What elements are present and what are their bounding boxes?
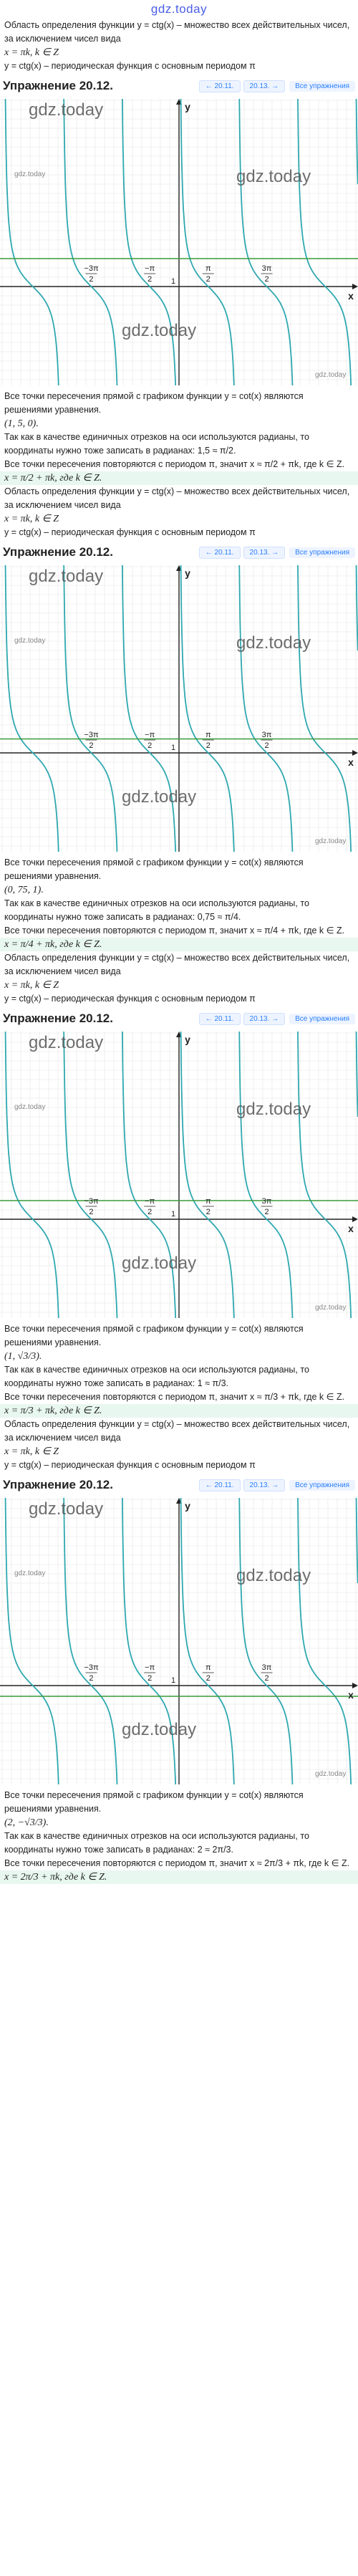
section-header — [0, 1009, 358, 1029]
tick-label-denominator: 2 — [205, 275, 211, 284]
all-exercises-button[interactable]: Все упражнения — [289, 547, 355, 558]
tick-label-denominator: 2 — [205, 1208, 211, 1216]
y-axis-label: y — [185, 1034, 190, 1045]
exercise-section — [0, 951, 358, 1418]
next-exercise-button[interactable]: 20.13. → — [243, 1013, 286, 1025]
watermark: gdz.today — [29, 1499, 104, 1519]
tick-label-denominator: 2 — [147, 1674, 153, 1683]
watermark-small: gdz.today — [14, 1570, 46, 1577]
intersection-intro: Все точки пересечения прямой с графиком функции y = cot(x) являются решениями уравнения. — [4, 391, 304, 415]
prev-exercise-button[interactable]: ← 20.11. — [199, 1479, 241, 1491]
cot-branch — [355, 565, 358, 650]
graph-svg — [0, 99, 358, 385]
x-axis-label: x — [348, 290, 354, 302]
answer-formula: x = π/4 + πk, где k ∈ Z. — [0, 938, 358, 951]
cot-branch — [355, 1032, 358, 1117]
tick-label-numerator: −3π — [84, 731, 99, 739]
domain-formula: x = πk, k ∈ Z — [4, 47, 59, 58]
units-text: Так как в качестве единичных отрезков на оси используются радианы, то координаты нужно тоже записать в радианах: 1,5 ≈ π/2. — [4, 432, 309, 456]
cot-branch — [355, 99, 358, 184]
tick-label-denominator: 2 — [205, 741, 211, 750]
tick-label-numerator: −π — [145, 1197, 155, 1206]
watermark: gdz.today — [122, 1254, 197, 1273]
tick-one-label: 1 — [170, 1676, 176, 1685]
section-title: Упражнение 20.12. — [3, 545, 113, 559]
tick-label-numerator: −π — [145, 1663, 155, 1672]
tick-label-denominator: 2 — [147, 1208, 153, 1216]
x-axis-arrow — [352, 750, 358, 756]
section-header — [0, 542, 358, 562]
tick-label-numerator: π — [205, 731, 211, 739]
cotangent-graph — [0, 99, 358, 385]
watermark: gdz.today — [122, 1720, 197, 1739]
watermark-small: gdz.today — [315, 1304, 347, 1312]
site-header — [0, 0, 358, 19]
domain-text: Область определения функции y = ctg(x) – множество всех действительных чисел, за исключением чисел вида — [4, 20, 350, 44]
period-text: Все точки пересечения повторяются с периодом π, значит x ≈ 2π/3 + πk, где k ∈ Z. — [4, 1858, 350, 1868]
periodic-text: y = ctg(x) – периодическая функция с основным периодом π — [4, 527, 256, 537]
watermark: gdz.today — [29, 567, 104, 586]
tick-label-denominator: 2 — [264, 741, 269, 750]
prev-exercise-button[interactable]: ← 20.11. — [199, 1013, 241, 1025]
tick-one-label: 1 — [170, 277, 176, 286]
units-text: Так как в качестве единичных отрезков на оси используются радианы, то координаты нужно тоже записать в радианах: 2 ≈ 2π/3. — [4, 1831, 309, 1855]
watermark: gdz.today — [236, 1100, 311, 1119]
intersection-point: (0, 75, 1). — [4, 885, 44, 895]
period-text: Все точки пересечения повторяются с периодом π, значит x ≈ π/4 + πk, где k ∈ Z. — [4, 926, 345, 936]
tick-label-numerator: 3π — [261, 1197, 272, 1206]
domain-text: Область определения функции y = ctg(x) – множество всех действительных чисел, за исключением чисел вида — [4, 486, 350, 510]
next-exercise-button[interactable]: 20.13. → — [243, 80, 286, 92]
tick-label-denominator: 2 — [147, 741, 153, 750]
tick-label-denominator: 2 — [264, 275, 269, 284]
x-axis-arrow — [352, 1683, 358, 1688]
intersection-point: (2, −√3/3). — [4, 1817, 49, 1828]
answer-formula: x = 2π/3 + πk, где k ∈ Z. — [0, 1870, 358, 1884]
prev-exercise-button[interactable]: ← 20.11. — [199, 80, 241, 92]
watermark-small: gdz.today — [315, 1770, 347, 1778]
section-title: Упражнение 20.12. — [3, 1478, 113, 1491]
x-axis-arrow — [352, 1216, 358, 1222]
all-exercises-button[interactable]: Все упражнения — [289, 1480, 355, 1491]
units-text: Так как в качестве единичных отрезков на оси используются радианы, то координаты нужно тоже записать в радианах: 1 ≈ π/3. — [4, 1365, 309, 1388]
tick-label-numerator: −3π — [84, 264, 99, 273]
watermark: gdz.today — [236, 633, 311, 653]
watermark: gdz.today — [122, 787, 197, 807]
tick-label-denominator: 2 — [264, 1674, 269, 1683]
intersection-intro: Все точки пересечения прямой с графиком функции y = cot(x) являются решениями уравнения. — [4, 1790, 304, 1814]
domain-formula: x = πk, k ∈ Z — [4, 1446, 59, 1457]
exercise-section — [0, 485, 358, 951]
prev-exercise-button[interactable]: ← 20.11. — [199, 547, 241, 559]
tick-label-numerator: π — [205, 1663, 211, 1672]
y-axis-label: y — [185, 101, 190, 112]
watermark: gdz.today — [122, 321, 197, 340]
tick-label-numerator: 3π — [261, 731, 272, 739]
periodic-text: y = ctg(x) – периодическая функция с основным периодом π — [4, 994, 256, 1004]
exercise-section — [0, 19, 358, 485]
tick-label-denominator: 2 — [205, 1674, 211, 1683]
periodic-text: y = ctg(x) – периодическая функция с основным периодом π — [4, 1460, 256, 1470]
tick-label-denominator: 2 — [89, 1674, 94, 1683]
watermark: gdz.today — [236, 167, 311, 186]
graph-svg — [0, 1032, 358, 1318]
next-exercise-button[interactable]: 20.13. → — [243, 1479, 286, 1491]
x-axis-arrow — [352, 284, 358, 289]
domain-text: Область определения функции y = ctg(x) – множество всех действительных чисел, за исключением чисел вида — [4, 953, 350, 976]
intersection-point: (1, √3/3). — [4, 1351, 42, 1362]
tick-label-denominator: 2 — [89, 1208, 94, 1216]
answer-formula: x = π/3 + πk, где k ∈ Z. — [0, 1404, 358, 1418]
period-text: Все точки пересечения повторяются с периодом π, значит x ≈ π/3 + πk, где k ∈ Z. — [4, 1392, 345, 1402]
intersection-point: (1, 5, 0). — [4, 418, 39, 429]
domain-formula: x = πk, k ∈ Z — [4, 514, 59, 524]
cotangent-graph — [0, 1032, 358, 1318]
tick-label-numerator: −π — [145, 264, 155, 273]
all-exercises-button[interactable]: Все упражнения — [289, 81, 355, 92]
section-header — [0, 1475, 358, 1495]
tick-one-label: 1 — [170, 744, 176, 752]
tick-label-denominator: 2 — [89, 275, 94, 284]
tick-label-numerator: 3π — [261, 1663, 272, 1672]
tick-label-numerator: π — [205, 264, 211, 273]
cotangent-graph — [0, 1498, 358, 1784]
x-axis-label: x — [348, 1223, 354, 1234]
exercise-section — [0, 1418, 358, 1884]
watermark: gdz.today — [236, 1566, 311, 1585]
cot-branch — [355, 1498, 358, 1583]
y-axis-label: y — [185, 1500, 190, 1512]
watermark-small: gdz.today — [14, 637, 46, 645]
periodic-text: y = ctg(x) – периодическая функция с основным периодом π — [4, 61, 256, 71]
tick-one-label: 1 — [170, 1210, 176, 1219]
graph-svg — [0, 1498, 358, 1784]
section-title: Упражнение 20.12. — [3, 79, 113, 92]
units-text: Так как в качестве единичных отрезков на оси используются радианы, то координаты нужно тоже записать в радианах: 0,75 ≈ π/4. — [4, 898, 309, 922]
x-axis-label: x — [348, 756, 354, 768]
graph-svg — [0, 565, 358, 852]
tick-label-denominator: 2 — [147, 275, 153, 284]
domain-formula: x = πk, k ∈ Z — [4, 980, 59, 991]
tick-label-denominator: 2 — [264, 1208, 269, 1216]
cotangent-graph — [0, 565, 358, 852]
intersection-intro: Все точки пересечения прямой с графиком функции y = cot(x) являются решениями уравнения. — [4, 857, 304, 881]
watermark-small: gdz.today — [315, 837, 347, 845]
section-title: Упражнение 20.12. — [3, 1011, 113, 1025]
watermark-small: gdz.today — [315, 371, 347, 379]
x-axis-label: x — [348, 1689, 354, 1701]
tick-label-numerator: −3π — [84, 1197, 99, 1206]
site-logo[interactable]: gdz.today — [150, 2, 208, 16]
domain-text: Область определения функции y = ctg(x) – множество всех действительных чисел, за исключением чисел вида — [4, 1419, 350, 1443]
intersection-intro: Все точки пересечения прямой с графиком функции y = cot(x) являются решениями уравнения. — [4, 1324, 304, 1347]
tick-label-numerator: −π — [145, 731, 155, 739]
y-axis-label: y — [185, 567, 190, 579]
all-exercises-button[interactable]: Все упражнения — [289, 1014, 355, 1024]
watermark: gdz.today — [29, 1033, 104, 1052]
tick-label-numerator: π — [205, 1197, 211, 1206]
tick-label-numerator: −3π — [84, 1663, 99, 1672]
watermark: gdz.today — [29, 100, 104, 120]
tick-label-denominator: 2 — [89, 741, 94, 750]
answer-formula: x = π/2 + πk, где k ∈ Z. — [0, 471, 358, 485]
watermark-small: gdz.today — [14, 170, 46, 178]
next-exercise-button[interactable]: 20.13. → — [243, 547, 286, 559]
period-text: Все точки пересечения повторяются с периодом π, значит x ≈ π/2 + πk, где k ∈ Z. — [4, 459, 345, 469]
watermark-small: gdz.today — [14, 1103, 46, 1111]
tick-label-numerator: 3π — [261, 264, 272, 273]
section-header — [0, 76, 358, 96]
